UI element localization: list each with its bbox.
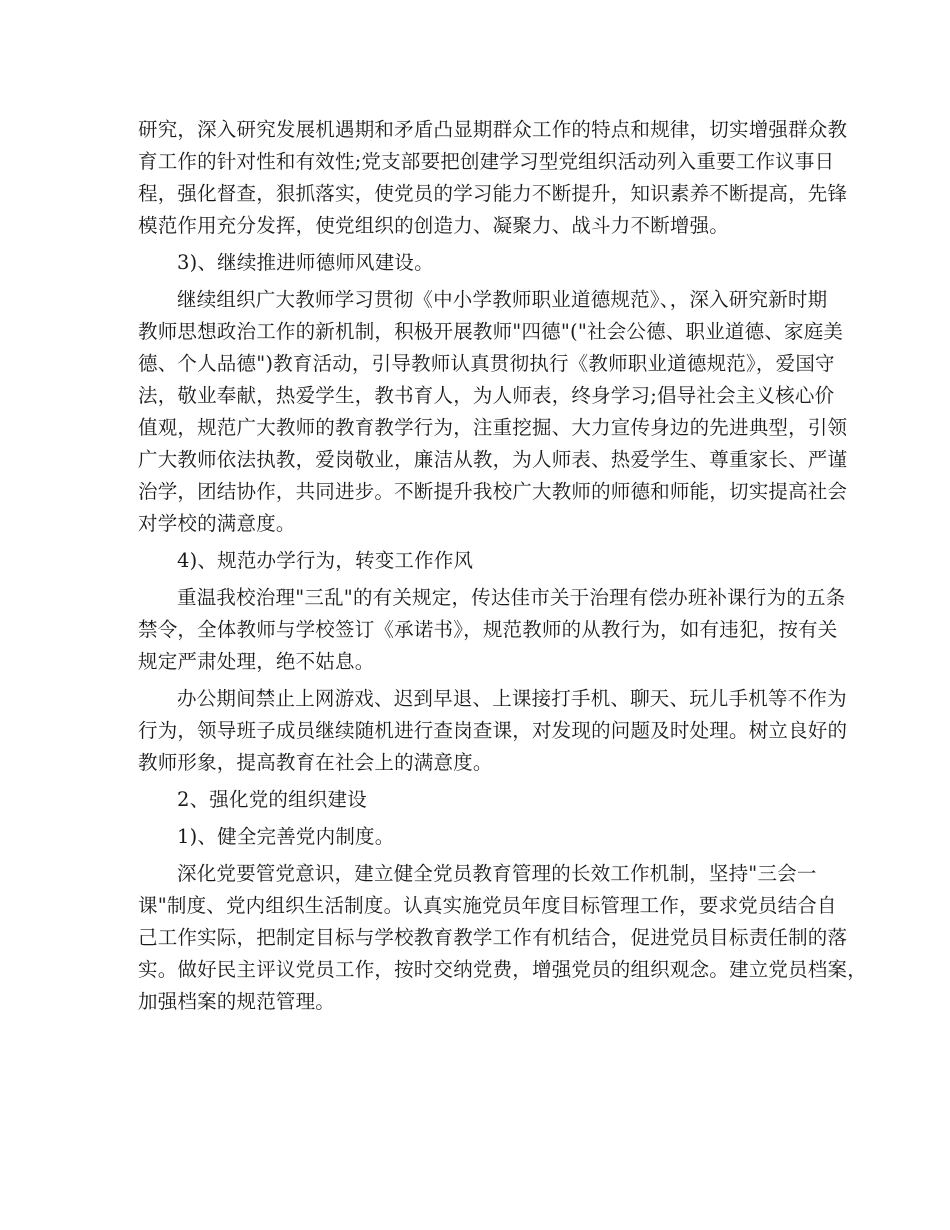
paragraph-three-chaos-rules xyxy=(138,582,846,678)
text-line: 程，强化督查，狠抓落实，使党员的学习能力不断提升，知识素养不断提高，先锋 xyxy=(138,182,848,205)
text-line: 研究，深入研究发展机遇期和矛盾凸显期群众工作的特点和规律，切实增强群众教 xyxy=(138,118,848,141)
text-line: 办公期间禁止上网游戏、迟到早退、上课接打手机、聊天、玩儿手机等不作为 xyxy=(177,687,847,710)
section-heading-party-organization xyxy=(138,784,828,816)
text-line: 禁令，全体教师与学校签订《承诺书》，规范教师的从教行为，如有违犯，按有关 xyxy=(138,618,838,641)
text-line: 德、个人品德")教育活动，引导教师认真贯彻执行《教师职业道德规范》，爱国守 xyxy=(138,352,835,375)
text-line: 教师思想政治工作的新机制，积极开展教师"四德"("社会公德、职业道德、家庭美 xyxy=(138,320,844,343)
section-heading-teacher-ethics xyxy=(138,247,828,279)
text-line: 规定严肃处理，绝不姑息。 xyxy=(138,650,375,673)
text-line: 教师形象，提高教育在社会上的满意度。 xyxy=(138,751,493,774)
text-line: 重温我校治理"三乱"的有关规定，传达佳市关于治理有偿办班补课行为的五条 xyxy=(177,586,846,609)
heading-text: 2、强化党的组织建设 xyxy=(177,788,367,811)
document-body xyxy=(138,114,867,1018)
heading-text: 1)、健全完善党内制度。 xyxy=(177,825,395,848)
section-heading-party-system xyxy=(138,821,828,853)
paragraph-party-management xyxy=(138,858,867,1018)
text-line: 实。做好民主评议党员工作，按时交纳党费，增强党员的组织观念。建立党员档案， xyxy=(138,958,867,981)
text-line: 广大教师依法执教，爱岗敬业，廉洁从教，为人师表、热爱学生、尊重家长、严谨 xyxy=(138,448,848,471)
text-line: 行为，领导班子成员继续随机进行查岗查课，对发现的问题及时处理。树立良好的 xyxy=(138,719,848,742)
text-line: 法，敬业奉献，热爱学生，教书育人，为人师表，终身学习;倡导社会主义核心价 xyxy=(138,384,835,407)
text-line: 治学，团结协作，共同进步。不断提升我校广大教师的师德和师能，切实提高社会 xyxy=(138,480,848,503)
section-heading-school-conduct xyxy=(138,545,828,577)
text-line: 课"制度、党内组织生活制度。认真实施党员年度目标管理工作，要求党员结合自 xyxy=(138,894,837,917)
text-line: 模范作用充分发挥，使党组织的创造力、凝聚力、战斗力不断增强。 xyxy=(138,214,730,237)
heading-text: 4)、规范办学行为，转变工作作风 xyxy=(177,549,474,572)
paragraph-party-learning-continued xyxy=(138,114,848,242)
text-line: 深化党要管党意识，建立健全党员教育管理的长效工作机制，坚持"三会一 xyxy=(177,862,817,885)
text-line: 值观，规范广大教师的教育教学行为，注重挖掘、大力宣传身边的先进典型，引领 xyxy=(138,416,848,439)
paragraph-teacher-ethics xyxy=(138,284,848,540)
text-line: 继续组织广大教师学习贯彻《中小学教师职业道德规范》、，深入研究新时期 xyxy=(177,288,828,311)
text-line: 加强档案的规范管理。 xyxy=(138,990,336,1013)
text-line: 对学校的满意度。 xyxy=(138,512,296,535)
heading-text: 3)、继续推进师德师风建设。 xyxy=(177,251,434,274)
paragraph-office-discipline xyxy=(138,683,848,779)
text-line: 育工作的针对性和有效性;党支部要把创建学习型党组织活动列入重要工作议事日 xyxy=(138,150,835,173)
text-line: 己工作实际，把制定目标与学校教育教学工作有机结合，促进党员目标责任制的落 xyxy=(138,926,848,949)
